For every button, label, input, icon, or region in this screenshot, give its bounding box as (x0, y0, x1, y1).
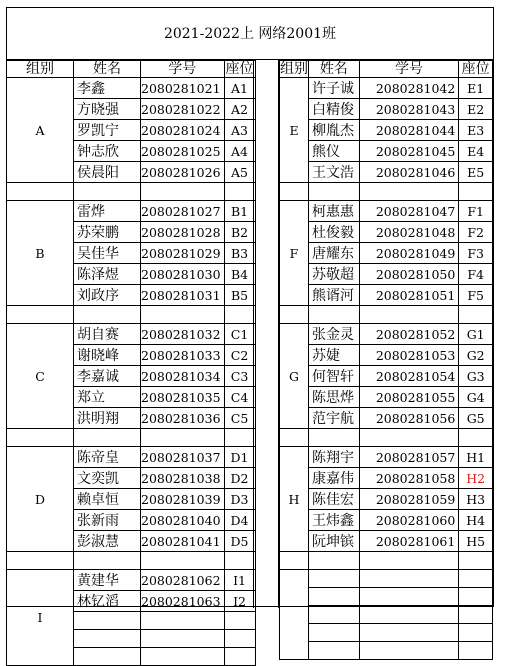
seat-cell: B2 (224, 222, 255, 243)
table-row (280, 387, 493, 408)
header-id: 学号 (359, 61, 459, 78)
table-row (280, 606, 493, 624)
name-cell: 李嘉诚 (74, 366, 141, 387)
student-id-cell: 2080281026 (141, 162, 225, 183)
group-cell: C (7, 324, 74, 429)
empty-cell (359, 552, 459, 570)
student-id-cell: 2080281062 (141, 570, 225, 591)
empty-cell (280, 429, 309, 447)
seat-cell: H4 (459, 510, 493, 531)
seat-cell (459, 570, 493, 588)
name-cell: 陈佳宏 (309, 489, 360, 510)
table-row (280, 510, 493, 531)
name-cell: 唐耀东 (309, 243, 360, 264)
table-row (280, 366, 493, 387)
header-id: 学号 (141, 61, 225, 78)
empty-cell (7, 306, 74, 324)
seat-cell: A2 (224, 99, 255, 120)
empty-cell (459, 552, 493, 570)
table-row (7, 201, 256, 222)
seat-cell: E4 (459, 141, 493, 162)
student-id-cell: 2080281059 (359, 489, 459, 510)
empty-cell (280, 552, 309, 570)
name-cell (74, 648, 141, 666)
seat-cell (224, 630, 255, 648)
table-row (280, 222, 493, 243)
seat-cell: F5 (459, 285, 493, 306)
seat-cell (459, 642, 493, 660)
empty-cell (459, 429, 493, 447)
student-id-cell (141, 648, 225, 666)
seat-cell: I2 (224, 591, 255, 612)
student-id-cell (359, 642, 459, 660)
student-id-cell (141, 630, 225, 648)
group-cell (280, 570, 309, 660)
seat-cell: G3 (459, 366, 493, 387)
seat-cell: E3 (459, 120, 493, 141)
seat-cell: F3 (459, 243, 493, 264)
student-id-cell: 2080281049 (359, 243, 459, 264)
header-row (280, 61, 493, 78)
table-row (280, 570, 493, 588)
empty-cell (224, 183, 255, 201)
name-cell: 张新雨 (74, 510, 141, 531)
seat-cell: F2 (459, 222, 493, 243)
table-row (280, 201, 493, 222)
student-id-cell (141, 612, 225, 630)
seat-cell: B3 (224, 243, 255, 264)
table-row (280, 624, 493, 642)
seat-cell (459, 588, 493, 606)
header-seat: 座位 (459, 61, 493, 78)
name-cell: 何智轩 (309, 366, 360, 387)
student-id-cell: 2080281050 (359, 264, 459, 285)
table-row (280, 324, 493, 345)
student-id-cell: 2080281030 (141, 264, 225, 285)
student-id-cell: 2080281028 (141, 222, 225, 243)
student-id-cell (359, 606, 459, 624)
student-id-cell: 2080281040 (141, 510, 225, 531)
name-cell: 苏敬超 (309, 264, 360, 285)
empty-cell (359, 429, 459, 447)
table-row (7, 570, 256, 591)
student-id-cell (359, 624, 459, 642)
left-roster-table (6, 60, 256, 666)
seat-cell: H5 (459, 531, 493, 552)
student-id-cell: 2080281035 (141, 387, 225, 408)
header-group: 组别 (7, 61, 74, 78)
seat-cell: D1 (224, 447, 255, 468)
seat-cell: I1 (224, 570, 255, 591)
seat-cell: F4 (459, 264, 493, 285)
empty-cell (359, 183, 459, 201)
table-row (280, 120, 493, 141)
seat-cell: C5 (224, 408, 255, 429)
student-id-cell: 2080281027 (141, 201, 225, 222)
table-row (280, 141, 493, 162)
name-cell (74, 612, 141, 630)
name-cell: 许子诚 (309, 78, 360, 99)
empty-cell (74, 306, 141, 324)
seat-cell: A3 (224, 120, 255, 141)
student-id-cell: 2080281022 (141, 99, 225, 120)
separator-row (7, 183, 256, 201)
student-id-cell: 2080281034 (141, 366, 225, 387)
student-id-cell: 2080281029 (141, 243, 225, 264)
empty-cell (141, 306, 225, 324)
name-cell: 彭淑慧 (74, 531, 141, 552)
student-id-cell: 2080281037 (141, 447, 225, 468)
name-cell (309, 624, 360, 642)
seat-cell: H2 (459, 468, 493, 489)
empty-cell (359, 306, 459, 324)
student-id-cell: 2080281058 (359, 468, 459, 489)
name-cell (309, 570, 360, 588)
empty-cell (224, 429, 255, 447)
table-row (280, 468, 493, 489)
table-row (280, 408, 493, 429)
table-row (280, 285, 493, 306)
table-row (7, 78, 256, 99)
name-cell: 郑立 (74, 387, 141, 408)
seat-cell: G2 (459, 345, 493, 366)
student-id-cell: 2080281056 (359, 408, 459, 429)
column-gap (253, 60, 279, 608)
student-id-cell: 2080281021 (141, 78, 225, 99)
empty-cell (141, 429, 225, 447)
name-cell: 洪明翔 (74, 408, 141, 429)
empty-cell (280, 306, 309, 324)
empty-cell (459, 306, 493, 324)
table-row (280, 78, 493, 99)
seat-cell: B1 (224, 201, 255, 222)
separator-row (7, 552, 256, 570)
empty-cell (7, 183, 74, 201)
header-row (7, 61, 256, 78)
name-cell: 赖卓恒 (74, 489, 141, 510)
table-row (280, 345, 493, 366)
seat-cell: D4 (224, 510, 255, 531)
separator-row (7, 306, 256, 324)
seat-cell: G5 (459, 408, 493, 429)
student-id-cell: 2080281041 (141, 531, 225, 552)
empty-cell (141, 552, 225, 570)
seat-cell: B5 (224, 285, 255, 306)
student-id-cell: 2080281048 (359, 222, 459, 243)
student-id-cell: 2080281044 (359, 120, 459, 141)
table-row (280, 489, 493, 510)
seat-cell: G4 (459, 387, 493, 408)
name-cell: 陈思烨 (309, 387, 360, 408)
group-cell: G (280, 324, 309, 429)
seat-cell (459, 606, 493, 624)
seat-cell: D3 (224, 489, 255, 510)
student-id-cell: 2080281057 (359, 447, 459, 468)
seat-cell: D5 (224, 531, 255, 552)
header-group: 组别 (280, 61, 308, 77)
student-id-cell: 2080281060 (359, 510, 459, 531)
empty-cell (7, 552, 74, 570)
student-id-cell: 2080281053 (359, 345, 459, 366)
student-id-cell: 2080281031 (141, 285, 225, 306)
student-id-cell: 2080281032 (141, 324, 225, 345)
group-cell: H (280, 447, 309, 552)
seat-cell: A1 (224, 78, 255, 99)
name-cell: 柯惠惠 (309, 201, 360, 222)
empty-cell (309, 429, 360, 447)
student-id-cell: 2080281036 (141, 408, 225, 429)
seat-cell: E2 (459, 99, 493, 120)
table-row (280, 531, 493, 552)
name-cell: 林钇滔 (74, 591, 141, 612)
seat-cell: C3 (224, 366, 255, 387)
table-row (280, 588, 493, 606)
group-cell: F (280, 201, 309, 306)
student-id-cell: 2080281063 (141, 591, 225, 612)
empty-cell (74, 429, 141, 447)
header-name: 姓名 (74, 61, 141, 78)
empty-cell (74, 552, 141, 570)
student-id-cell: 2080281024 (141, 120, 225, 141)
seat-cell: C2 (224, 345, 255, 366)
group-cell: A (7, 78, 74, 183)
name-cell: 李鑫 (74, 78, 141, 99)
seat-cell (459, 624, 493, 642)
empty-cell (224, 306, 255, 324)
seat-cell: A5 (224, 162, 255, 183)
name-cell: 陈帝皇 (74, 447, 141, 468)
empty-cell (141, 183, 225, 201)
seat-cell (224, 648, 255, 666)
roster-sheet (6, 7, 494, 625)
empty-cell (224, 552, 255, 570)
name-cell (309, 606, 360, 624)
separator-row (280, 429, 493, 447)
table-row (280, 243, 493, 264)
name-cell: 刘政序 (74, 285, 141, 306)
name-cell: 张金灵 (309, 324, 360, 345)
group-cell: E (280, 78, 309, 183)
table-row (7, 324, 256, 345)
student-id-cell: 2080281047 (359, 201, 459, 222)
student-id-cell: 2080281045 (359, 141, 459, 162)
name-cell: 黄建华 (74, 570, 141, 591)
student-id-cell: 2080281043 (359, 99, 459, 120)
student-id-cell: 2080281061 (359, 531, 459, 552)
name-cell: 柳胤杰 (309, 120, 360, 141)
seat-cell: H1 (459, 447, 493, 468)
separator-row (7, 429, 256, 447)
separator-row (280, 552, 493, 570)
group-cell: B (7, 201, 74, 306)
student-id-cell: 2080281033 (141, 345, 225, 366)
student-id-cell: 2080281054 (359, 366, 459, 387)
sheet-title: 2021-2022上 网络2001班 (7, 8, 493, 60)
seat-cell: H3 (459, 489, 493, 510)
separator-row (280, 183, 493, 201)
name-cell: 雷烨 (74, 201, 141, 222)
table-row (280, 264, 493, 285)
empty-cell (280, 183, 309, 201)
empty-cell (309, 552, 360, 570)
student-id-cell: 2080281039 (141, 489, 225, 510)
name-cell: 侯晨阳 (74, 162, 141, 183)
name-cell: 白精俊 (309, 99, 360, 120)
seat-cell: B4 (224, 264, 255, 285)
name-cell: 王炜鑫 (309, 510, 360, 531)
name-cell: 阮坤镔 (309, 531, 360, 552)
name-cell: 陈泽煜 (74, 264, 141, 285)
empty-cell (74, 183, 141, 201)
student-id-cell: 2080281051 (359, 285, 459, 306)
name-cell: 杜俊毅 (309, 222, 360, 243)
name-cell: 苏婕 (309, 345, 360, 366)
seat-cell: E1 (459, 78, 493, 99)
student-id-cell: 2080281055 (359, 387, 459, 408)
seat-cell: E5 (459, 162, 493, 183)
empty-cell (309, 306, 360, 324)
name-cell: 钟志欣 (74, 141, 141, 162)
name-cell: 方晓强 (74, 99, 141, 120)
name-cell: 胡自赛 (74, 324, 141, 345)
name-cell (309, 588, 360, 606)
student-id-cell: 2080281038 (141, 468, 225, 489)
seat-cell: F1 (459, 201, 493, 222)
seat-cell: A4 (224, 141, 255, 162)
name-cell (309, 642, 360, 660)
student-id-cell: 2080281046 (359, 162, 459, 183)
empty-cell (309, 183, 360, 201)
table-row (280, 162, 493, 183)
name-cell: 陈翔宇 (309, 447, 360, 468)
name-cell: 吴佳华 (74, 243, 141, 264)
seat-cell: G1 (459, 324, 493, 345)
seat-cell: C1 (224, 324, 255, 345)
name-cell (74, 630, 141, 648)
name-cell: 范宇航 (309, 408, 360, 429)
name-cell: 谢晓峰 (74, 345, 141, 366)
name-cell: 苏荣鹏 (74, 222, 141, 243)
table-row (280, 447, 493, 468)
group-cell: D (7, 447, 74, 552)
group-cell: I (7, 570, 74, 666)
name-cell: 罗凯宁 (74, 120, 141, 141)
student-id-cell: 2080281052 (359, 324, 459, 345)
separator-row (280, 306, 493, 324)
table-row (7, 447, 256, 468)
right-roster-table (279, 60, 493, 660)
seat-cell: C4 (224, 387, 255, 408)
seat-cell: D2 (224, 468, 255, 489)
name-cell: 康嘉伟 (309, 468, 360, 489)
student-id-cell (359, 588, 459, 606)
name-cell: 熊仪 (309, 141, 360, 162)
header-seat: 座位 (225, 61, 254, 77)
student-id-cell (359, 570, 459, 588)
student-id-cell: 2080281025 (141, 141, 225, 162)
empty-cell (459, 183, 493, 201)
student-id-cell: 2080281042 (359, 78, 459, 99)
header-name: 姓名 (309, 61, 360, 78)
empty-cell (7, 429, 74, 447)
name-cell: 王文浩 (309, 162, 360, 183)
name-cell: 熊谞河 (309, 285, 360, 306)
name-cell: 文奕凯 (74, 468, 141, 489)
seat-cell (224, 612, 255, 630)
table-row (280, 99, 493, 120)
table-row (280, 642, 493, 660)
